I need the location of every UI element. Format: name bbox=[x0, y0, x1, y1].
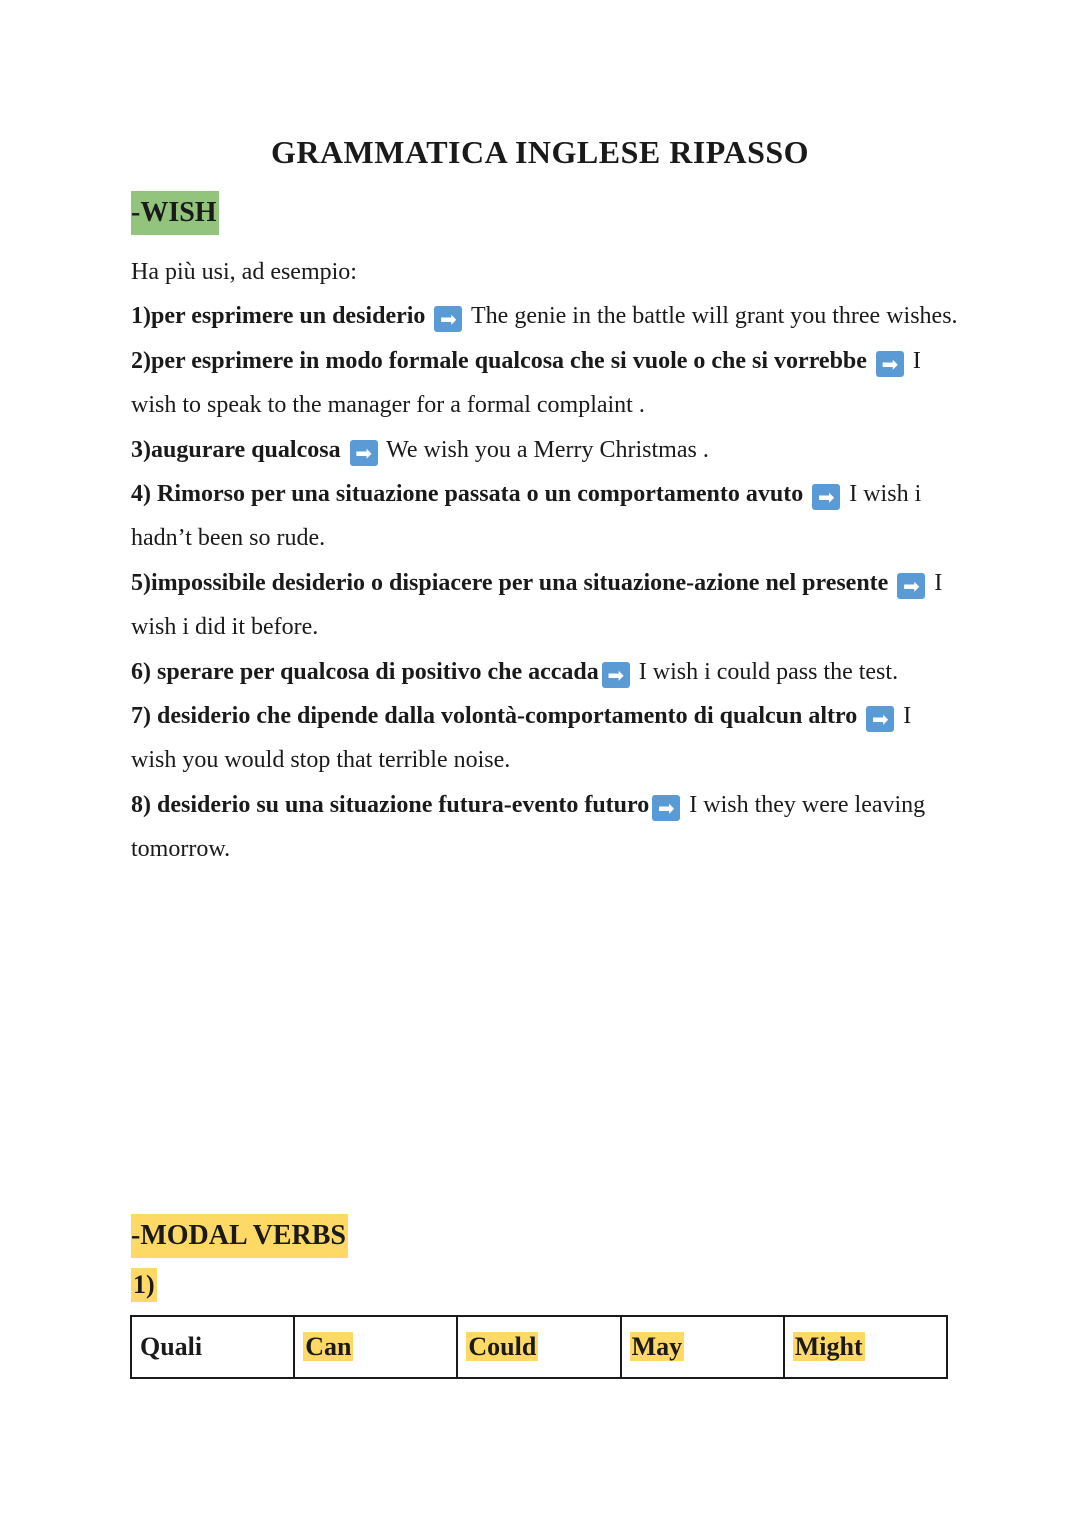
wish-item-title: 3)augurare qualcosa bbox=[131, 436, 341, 463]
wish-item-example: I wish i did it before. bbox=[131, 569, 943, 641]
wish-intro: Ha più usi, ad esempio: bbox=[131, 259, 357, 285]
wish-item bbox=[131, 650, 961, 694]
modal-verbs-heading: -MODAL VERBS bbox=[131, 1214, 348, 1258]
wish-item bbox=[131, 561, 961, 650]
wish-item-example: The genie in the battle will grant you three wishes. bbox=[471, 303, 958, 330]
wish-item bbox=[131, 694, 961, 783]
cell-label: Can bbox=[305, 1332, 352, 1361]
table-cell-may bbox=[621, 1316, 784, 1378]
wish-item-title: 4) Rimorso per una situazione passata o un comportamento avuto bbox=[131, 481, 804, 508]
wish-item bbox=[131, 294, 961, 338]
wish-item-example: I wish they were leaving tomorrow. bbox=[131, 791, 926, 863]
wish-item-title: 2)per esprimere in modo formale qualcosa che si vuole o che si vorrebbe bbox=[131, 347, 867, 374]
wish-item-title: 5)impossibile desiderio o dispiacere per una situazione-azione nel presente bbox=[131, 569, 889, 596]
wish-heading: -WISH bbox=[131, 191, 219, 235]
table-cell-could bbox=[457, 1316, 620, 1378]
right-arrow-icon: ➡ bbox=[350, 440, 378, 466]
wish-item-title: 7) desiderio che dipende dalla volontà-comportamento di qualcun altro bbox=[131, 703, 858, 730]
wish-item-example: I wish i could pass the test. bbox=[638, 658, 899, 685]
wish-item bbox=[131, 472, 961, 561]
right-arrow-icon: ➡ bbox=[602, 662, 630, 688]
table-row bbox=[131, 1316, 947, 1378]
wish-item-example: I wish i hadn’t been so rude. bbox=[131, 481, 922, 552]
table-cell-might bbox=[784, 1316, 947, 1378]
wish-item-example: I wish to speak to the manager for a formal complaint . bbox=[131, 347, 921, 419]
wish-item-title: 6) sperare per qualcosa di positivo che accada bbox=[131, 658, 599, 685]
right-arrow-icon: ➡ bbox=[866, 706, 894, 732]
wish-item-title: 8) desiderio su una situazione futura-evento futuro bbox=[131, 791, 650, 818]
wish-item bbox=[131, 428, 961, 472]
cell-label: May bbox=[631, 1332, 683, 1361]
right-arrow-icon: ➡ bbox=[812, 484, 840, 510]
wish-item bbox=[131, 339, 961, 428]
table-cell-quali bbox=[131, 1316, 294, 1378]
right-arrow-icon: ➡ bbox=[897, 573, 925, 599]
wish-item-example: I wish you would stop that terrible noise. bbox=[131, 703, 912, 774]
modal-verbs-table bbox=[130, 1315, 948, 1379]
right-arrow-icon: ➡ bbox=[434, 306, 462, 332]
wish-item-example: We wish you a Merry Christmas . bbox=[386, 436, 709, 463]
cell-label: Might bbox=[794, 1332, 863, 1361]
wish-item-title: 1)per esprimere un desiderio bbox=[131, 303, 426, 330]
right-arrow-icon: ➡ bbox=[876, 351, 904, 377]
cell-label: Quali bbox=[140, 1332, 203, 1361]
modal-verbs-subheading: 1) bbox=[131, 1268, 157, 1302]
cell-label: Could bbox=[468, 1332, 537, 1361]
table-cell-can bbox=[294, 1316, 457, 1378]
wish-item bbox=[131, 783, 961, 872]
right-arrow-icon: ➡ bbox=[652, 795, 680, 821]
wish-body bbox=[131, 250, 961, 872]
page-title: GRAMMATICA INGLESE RIPASSO bbox=[270, 134, 810, 170]
